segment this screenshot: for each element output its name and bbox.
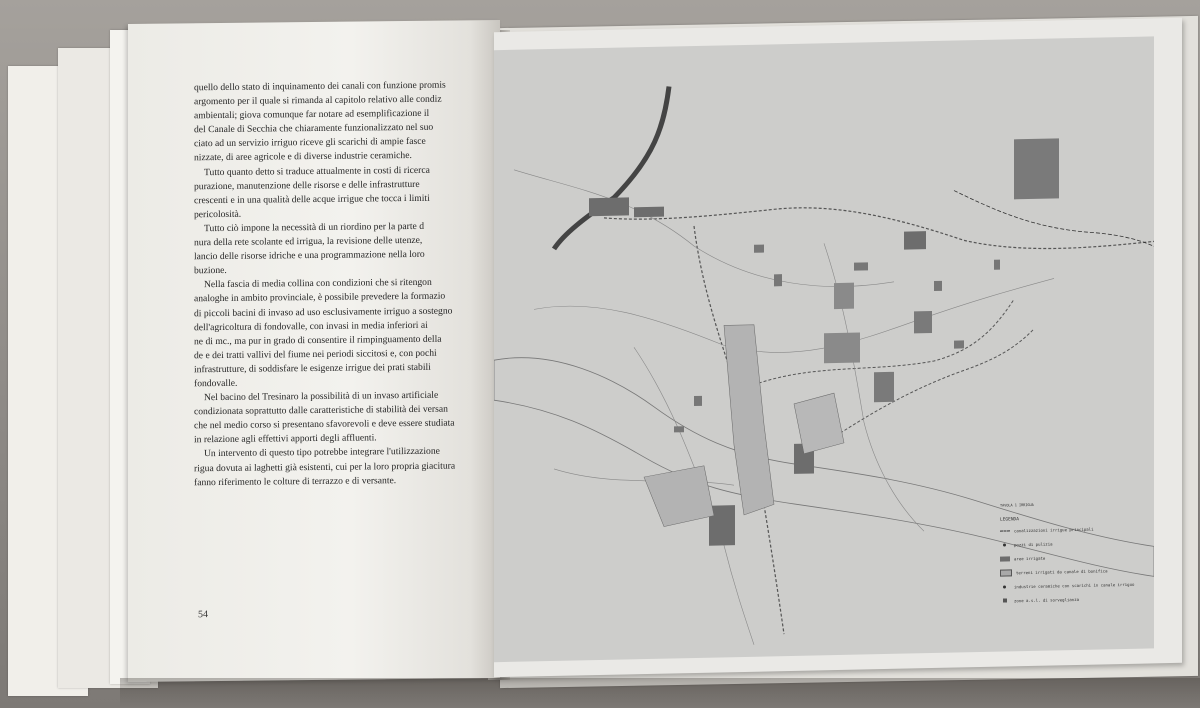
text-line: di piccoli bacini di invaso ad uso esclusivamente irriguo a sostegno	[194, 305, 453, 319]
legend-title: LEGENDA	[1000, 517, 1019, 523]
canal-1	[604, 200, 1154, 257]
urban-area	[914, 311, 932, 333]
irrigated-zone	[644, 466, 714, 527]
legend-label: pozzi di pulizia	[1014, 541, 1053, 547]
legend-swatch-dot-icon	[1003, 585, 1006, 588]
legend-item	[1000, 579, 1150, 590]
left-page	[128, 20, 500, 682]
legend-swatch-dot-icon	[1003, 543, 1006, 546]
text-line: che nel medio corso si presentano sfavorevoli e deve essere studiata	[194, 417, 455, 432]
legend-swatch-light-icon	[1000, 569, 1012, 576]
text-line: infrastrutture, di soddisfare le esigenze irrigue dei prati stabili	[194, 361, 431, 376]
text-line: Tutto ciò impone la necessità di un riordino per la parte d	[204, 220, 424, 235]
legend-item	[1000, 565, 1150, 576]
text-line: crescenti e in una qualità delle acque irrigue che tocca i limiti	[194, 192, 430, 207]
text-line: analoghe in ambito provinciale, è possibile prevedere la formazio	[194, 291, 446, 305]
legend-item	[1000, 593, 1150, 604]
legend-label: canalizzazioni irrigue principali	[1014, 526, 1094, 533]
text-line: ne di mc., ma pur in grado di consentire il rimpinguamento della	[194, 333, 442, 347]
text-line: nura della rete scolante ed irrigua, la revisione delle utenze,	[194, 234, 423, 249]
urban-area	[1014, 138, 1059, 199]
text-line: quello dello stato di inquinamento dei canali con funzione promis	[194, 79, 446, 94]
text-line: condizionata soprattutto dalle caratteristiche di stabilità dei versan	[194, 403, 448, 418]
text-line: dell'agricoltura di fondovalle, con invasi in media inferiori ai	[194, 319, 428, 333]
legend-item	[1000, 537, 1150, 548]
right-page	[494, 18, 1182, 677]
legend-item	[1000, 523, 1150, 534]
urban-area	[824, 333, 860, 364]
field-block	[994, 260, 1000, 270]
text-line: lancio delle risorse idriche e una programmazione nella loro	[194, 248, 425, 263]
map-legend	[1000, 514, 1150, 610]
field-block	[774, 274, 782, 286]
body-text	[194, 78, 486, 490]
legend-swatch-dark-icon	[1000, 556, 1010, 561]
legend-swatch-line-icon	[1000, 530, 1010, 531]
text-line: argomento per il quale si rimanda al capitolo relativo alle condiz	[194, 93, 442, 108]
legend-label: aree irrigate	[1014, 555, 1046, 561]
text-line: del Canale di Secchia che chiaramente funzionalizzato nel suo	[194, 122, 434, 136]
text-line: de e dei tratti vallivi del fiume nei periodi siccitosi e, con pochi	[194, 347, 437, 362]
field-block	[754, 245, 764, 253]
urban-area	[874, 372, 894, 402]
canal-3	[754, 299, 1014, 384]
map-figure	[494, 36, 1154, 662]
urban-area	[834, 283, 854, 309]
urban-area	[589, 197, 629, 216]
road-2	[534, 278, 1054, 357]
text-line: ambientali; giova comunque far notare ad esemplificazione il	[194, 107, 430, 122]
field-block	[674, 426, 684, 432]
field-block	[854, 262, 868, 270]
text-line: Tutto quanto detto si traduce attualmente in costi di ricerca	[204, 164, 430, 178]
legend-item	[1000, 551, 1150, 562]
text-line: in relazione agli effettivi apporti degli affluenti.	[194, 432, 377, 446]
text-line: Nella fascia di media collina con condizioni che si ritengon	[204, 277, 432, 291]
irrigated-zone	[724, 324, 774, 515]
legend-label: industrie ceramiche con scarichi in canale irriguo	[1014, 581, 1135, 589]
page-number: 54	[198, 609, 208, 621]
text-line: buzione.	[194, 265, 227, 277]
text-line: Un intervento di questo tipo potrebbe integrare l'utilizzazione	[204, 446, 440, 460]
text-line: fondovalle.	[194, 377, 238, 390]
legend-label: zone a.s.l. di sorveglianza	[1014, 596, 1080, 603]
urban-area	[904, 231, 926, 249]
field-block	[954, 340, 964, 348]
field-block	[694, 396, 702, 406]
text-line: ciato ad un servizio irriguo riceve gli scarichi di ampie fasce	[194, 136, 426, 150]
text-line: rigua dovuta ai laghetti già esistenti, cui per la loro propria giacitura	[194, 460, 456, 474]
book-shadow	[120, 678, 1200, 708]
legend-swatch-square-icon	[1003, 598, 1007, 602]
text-line: pericolosità.	[194, 208, 242, 221]
text-line: fanno riferimento le colture di terrazzo e di versante.	[194, 474, 397, 488]
map-caption: TAVOLA 1 IRRIGUA	[1000, 502, 1034, 508]
legend-label: terreni irrigati da canale di bonifica	[1016, 567, 1108, 575]
text-line: Nel bacino del Tresinaro la possibilità di un invaso artificiale	[204, 389, 439, 404]
text-line: nizzate, di aree agricole e di diverse industrie ceramiche.	[194, 150, 412, 164]
text-line: purazione, manutenzione delle risorse e delle infrastrutture	[194, 178, 420, 192]
main-river	[554, 87, 669, 249]
urban-area	[634, 207, 664, 218]
field-block	[934, 281, 942, 291]
